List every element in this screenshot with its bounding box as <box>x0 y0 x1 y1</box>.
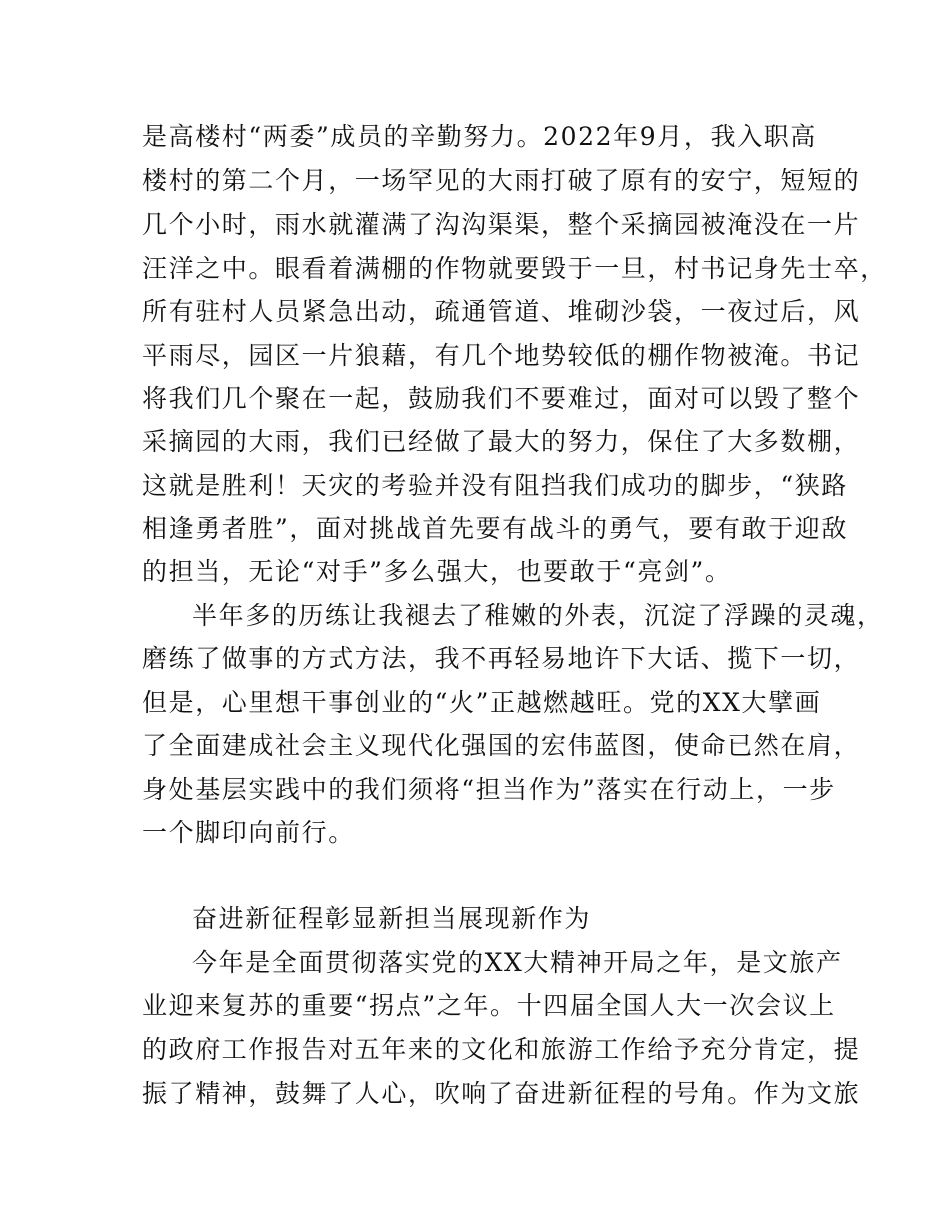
paragraph-1-line-8: 采摘园的大雨，我们已经做了最大的努力，保住了大多数棚， <box>142 427 861 456</box>
paragraph-3-line-4: 振了精神，鼓舞了人心，吹响了奋进新征程的号角。作为文旅 <box>142 1079 861 1108</box>
paragraph-1-line-6: 平雨尽，园区一片狼藉，有几个地势较低的棚作物被淹。书记 <box>142 341 861 370</box>
paragraph-1-line-11: 的担当，无论“对手”多么强大，也要敢于“亮剑”。 <box>142 557 732 586</box>
paragraph-1-line-9: 这就是胜利！天灾的考验并没有阻挡我们成功的脚步，“狭路 <box>142 471 848 500</box>
paragraph-1-line-3: 几个小时，雨水就灌满了沟沟渠渠，整个采摘园被淹没在一片 <box>142 210 861 239</box>
paragraph-1-line-2: 楼村的第二个月，一场罕见的大雨打破了原有的安宁，短短的 <box>142 166 861 195</box>
paragraph-2-line-5: 身处基层实践中的我们须将“担当作为”落实在行动上，一步 <box>142 775 836 804</box>
paragraph-2-line-4: 了全面建成社会主义现代化强国的宏伟蓝图，使命已然在肩， <box>142 731 861 760</box>
paragraph-3-line-1: 今年是全面贯彻落实党的XX大精神开局之年，是文旅产 <box>192 948 843 977</box>
paragraph-2-line-6: 一个脚印向前行。 <box>142 818 355 847</box>
paragraph-3-line-3: 的政府工作报告对五年来的文化和旅游工作给予充分肯定，提 <box>142 1035 861 1064</box>
paragraph-1-line-5: 所有驻村人员紧急出动，疏通管道、堆砌沙袋，一夜过后，风 <box>142 297 861 326</box>
paragraph-1-line-4: 汪洋之中。眼看着满棚的作物就要毁于一旦，村书记身先士卒， <box>142 254 887 283</box>
paragraph-1-line-1: 是高楼村“两委”成员的辛勤努力。2022年9月，我入职高 <box>142 122 817 151</box>
paragraph-2-line-1: 半年多的历练让我褪去了稚嫩的外表，沉淀了浮躁的灵魂， <box>192 601 884 630</box>
paragraph-1-line-10: 相逢勇者胜”，面对挑战首先要有战斗的勇气，要有敢于迎敌 <box>142 514 848 543</box>
paragraph-1-line-7: 将我们几个聚在一起，鼓励我们不要难过，面对可以毁了整个 <box>142 384 861 413</box>
paragraph-2-line-3: 但是，心里想干事创业的“火”正越燃越旺。党的XX大擘画 <box>142 688 822 717</box>
paragraph-3-line-2: 业迎来复苏的重要“拐点”之年。十四届全国人大一次会议上 <box>142 991 836 1020</box>
section-heading: 奋进新征程彰显新担当展现新作为 <box>192 904 592 933</box>
paragraph-2-line-2: 磨练了做事的方式方法，我不再轻易地许下大话、揽下一切， <box>142 644 861 673</box>
